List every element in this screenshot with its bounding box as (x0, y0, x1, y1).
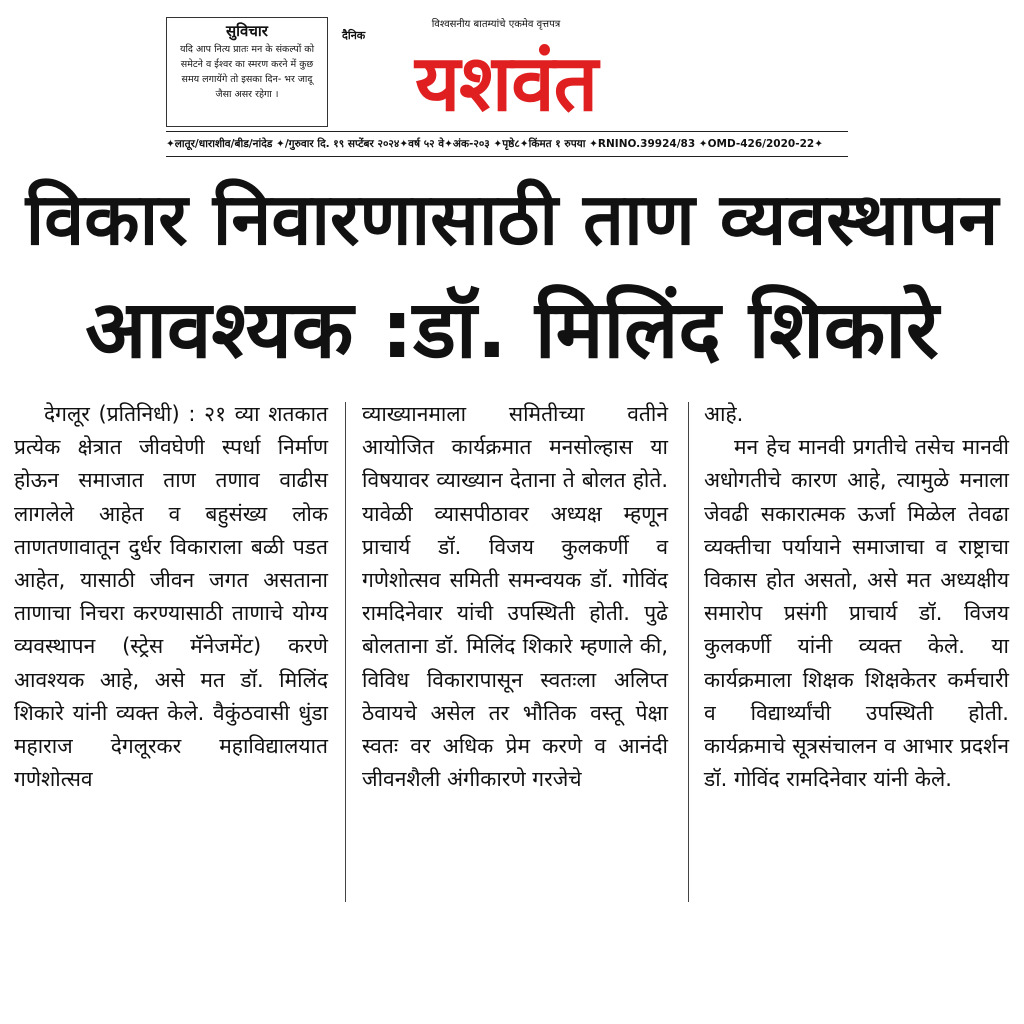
issue-info-bar: ✦लातूर/धाराशीव/बीड/नांदेड ✦/गुरुवार दि. १९ सप्टेंबर २०२४✦वर्ष ५२ वे✦अंक-२०३ ✦पृष्ठे८✦किंमत १ रुपया ✦RNINO.39924/83 ✦OMD-426/2020-22✦ (166, 131, 848, 157)
article-paragraph: आहे. (704, 402, 744, 426)
headline-line-2: आवश्यक :डॉ. मिलिंद शिकारे (85, 283, 939, 376)
thought-of-the-day-box (166, 17, 328, 127)
column-divider (688, 402, 689, 902)
newspaper-logo: यशवंत (414, 39, 598, 129)
article-column-1 (14, 398, 328, 796)
masthead-dainik: दैनिक (342, 29, 366, 42)
article-paragraph: व्याख्यानमाला समितीच्या वतीने आयोजित कार्यक्रमात मनसोल्हास या विषयावर व्याख्यान देताना ते बोलत होते. यावेळी व्यासपीठावर अध्यक्ष म्हणून प्राचार्य डॉ. विजय कुलकर्णी व गणेशोत्सव समिती समन्वयक डॉ. गोविंद रामदिनेवार यांची उपस्थिती होती. पुढे बोलताना डॉ. मिलिंद शिकारे म्हणाले की, विविध विकारापासून स्वतःला अलिप्त ठेवायचे असेल तर भौतिक वस्तू पेक्षा स्वतः वर अधिक प्रेम करणे व आनंदी जीवनशैली अंगीकारणे गरजेचे (362, 402, 668, 792)
thought-title: सुविचार (226, 22, 268, 40)
article-column-2 (362, 398, 668, 796)
article-paragraph: मन हेच मानवी प्रगतीचे तसेच मानवी अधोगतीचे कारण आहे, त्यामुळे मनाला जेवढी सकारात्मक ऊर्जा मिळेल तेवढा व्यक्तीचा पर्यायाने समाजाचा व राष्ट्राचा विकास होत असतो, असे मत अध्यक्षीय समारोप प्रसंगी प्राचार्य डॉ. विजय कुलकर्णी यांनी व्यक्त केले. या कार्यक्रमाला शिक्षक शिक्षकेतर कर्मचारी व विद्यार्थ्यांची उपस्थिती होती. कार्यक्रमाचे सूत्रसंचालन व आभार प्रदर्शन डॉ. गोविंद रामदिनेवार यांनी केले. (704, 435, 1009, 792)
masthead-tagline: विश्वसनीय बातम्यांचे एकमेव वृत्तपत्र (431, 19, 561, 30)
column-divider (345, 402, 346, 902)
article-column-3 (704, 398, 1009, 796)
thought-text: यदि आप नित्य प्रातः मन के संकल्पों को समेटने व ईश्वर का स्मरण करने में कुछ समय लगायेंगे तो इसका दिन- भर जादू जैसा असर रहेगा । (179, 44, 315, 100)
headline-line-1: विकार निवारणासाठी ताण व्यवस्थापन (25, 177, 999, 261)
article-paragraph: देगलूर (प्रतिनिधी) : २१ व्या शतकात प्रत्येक क्षेत्रात जीवघेणी स्पर्धा निर्माण होऊन समाजात ताण तणाव वाढीस लागलेले आहेत व बहुसंख्य लोक ताणतणावातून दुर्धर विकाराला बळी पडत आहेत, यासाठी जीवन जगत असताना ताणाचा निचरा करण्यासाठी ताणाचे योग्य व्यवस्थापन (स्ट्रेस मॅनेजमेंट) करणे आवश्यक आहे, असे मत डॉ. मिलिंद शिकारे यांनी व्यक्त केले. वैकुंठवासी धुंडा महाराज देगलूरकर महाविद्यालयात गणेशोत्सव (14, 402, 328, 792)
